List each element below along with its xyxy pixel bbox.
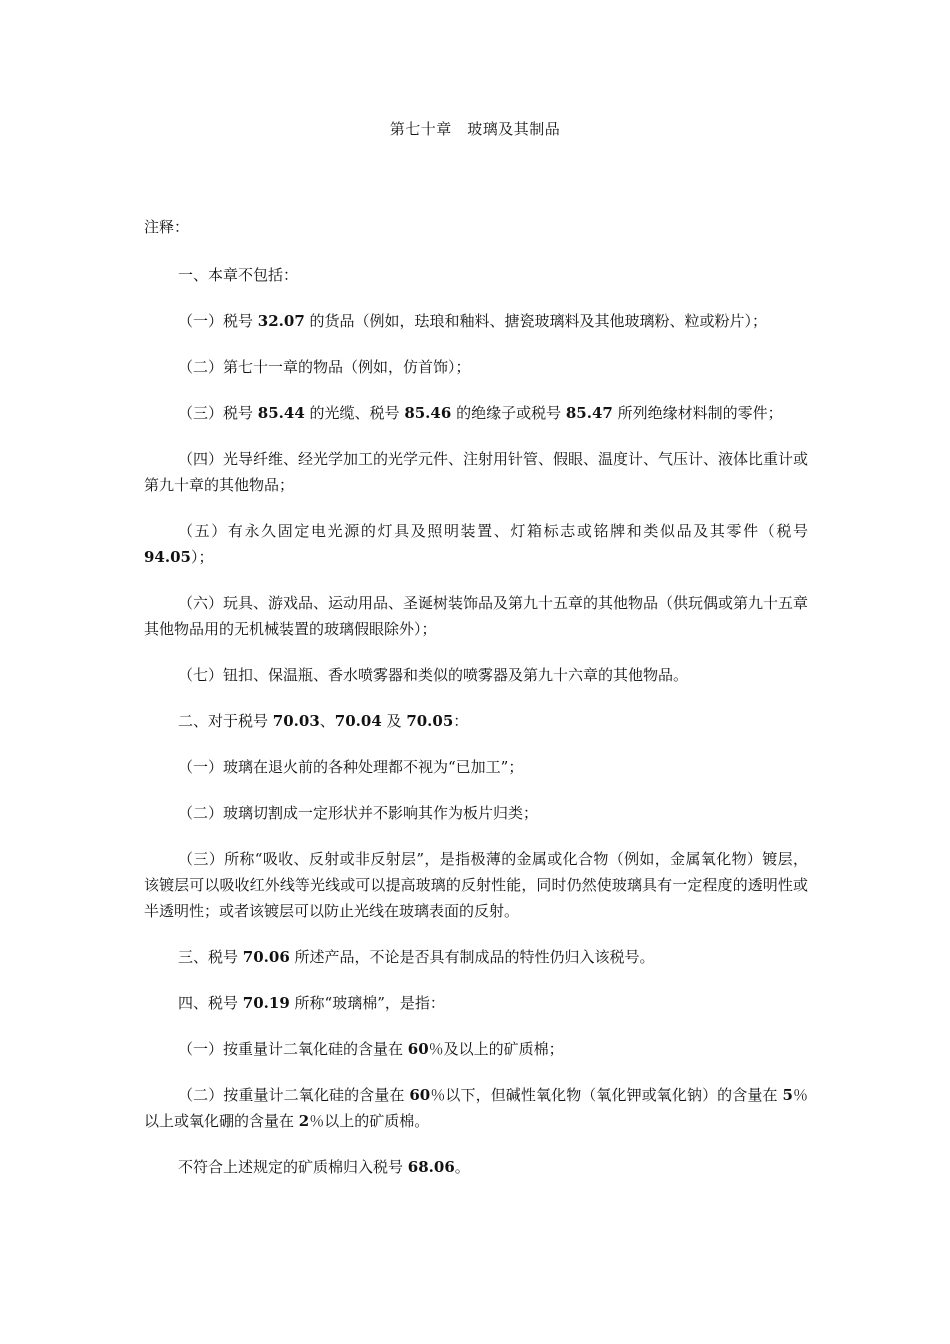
note-paragraph: 四、税号 70.19 所称“玻璃棉”，是指： xyxy=(178,994,445,1012)
note-paragraph: （三）税号 85.44 的光缆、税号 85.46 的绝缘子或税号 85.47 所列绝缘材料制的零件； xyxy=(178,404,783,422)
note-paragraph: （七）钮扣、保温瓶、香水喷雾器和类似的喷雾器及第九十六章的其他物品。 xyxy=(178,666,689,684)
tariff-number: 70.04 xyxy=(334,712,382,730)
tariff-number: 32.07 xyxy=(257,312,305,330)
note-paragraph: （三）所称“吸收、反射或非反射层”，是指极薄的金属或化合物（例如，金属氧化物）镀层，该镀层可以吸收红外线等光线或可以提高玻璃的反射性能，同时仍然使玻璃具有一定程度的透明性或半透明性；或者该镀层可以防止光线在玻璃表面的反射。 xyxy=(144,850,808,920)
tariff-number: 70.19 xyxy=(242,994,290,1012)
note-paragraph: （四）光导纤维、经光学加工的光学元件、注射用针管、假眼、温度计、气压计、液体比重计或第九十章的其他物品； xyxy=(144,450,809,494)
note-paragraph: （二）按重量计二氧化硅的含量在 60％以下，但碱性氧化物（氧化钾或氧化钠）的含量在 5％以上或氧化硼的含量在 2％以上的矿质棉。 xyxy=(144,1086,808,1130)
tariff-number: 70.06 xyxy=(242,948,290,966)
note-paragraph: （一）玻璃在退火前的各种处理都不视为“已加工”； xyxy=(178,758,524,776)
note-paragraph: （五）有永久固定电光源的灯具及照明装置、灯箱标志或铭牌和类似品及其零件（税号 94.05）； xyxy=(144,522,808,566)
chapter-title: 第七十章 玻璃及其制品 xyxy=(389,120,561,138)
note-paragraph: 一、本章不包括： xyxy=(178,266,299,284)
note-paragraph: （一）税号 32.07 的货品（例如，珐琅和釉料、搪瓷玻璃料及其他玻璃粉、粒或粉片）； xyxy=(178,312,768,330)
tariff-number: 85.47 xyxy=(565,404,613,422)
note-paragraph: 二、对于税号 70.03、70.04 及 70.05： xyxy=(178,712,469,730)
percent-value: 60 xyxy=(407,1040,429,1058)
notes-label: 注释： xyxy=(144,218,190,236)
tariff-number: 94.05 xyxy=(144,548,191,566)
percent-value: 2 xyxy=(298,1112,310,1130)
note-paragraph: （二）玻璃切割成一定形状并不影响其作为板片归类； xyxy=(178,804,539,822)
tariff-number: 68.06 xyxy=(407,1158,455,1176)
notes-content xyxy=(144,214,808,1200)
note-paragraph: （一）按重量计二氧化硅的含量在 60％及以上的矿质棉； xyxy=(178,1040,564,1058)
note-paragraph: 三、税号 70.06 所述产品，不论是否具有制成品的特性仍归入该税号。 xyxy=(178,948,655,966)
tariff-number: 70.03 xyxy=(272,712,320,730)
tariff-number: 85.44 xyxy=(257,404,305,422)
tariff-number: 85.46 xyxy=(404,404,452,422)
percent-value: 5 xyxy=(782,1086,793,1104)
percent-value: 60 xyxy=(409,1086,431,1104)
note-paragraph: （六）玩具、游戏品、运动用品、圣诞树装饰品及第九十五章的其他物品（供玩偶或第九十五章其他物品用的无机械装置的玻璃假眼除外）； xyxy=(144,594,809,638)
tariff-number: 70.05 xyxy=(406,712,454,730)
note-paragraph: 不符合上述规定的矿质棉归入税号 68.06。 xyxy=(178,1158,470,1176)
note-paragraph: （二）第七十一章的物品（例如，仿首饰）； xyxy=(178,358,471,376)
